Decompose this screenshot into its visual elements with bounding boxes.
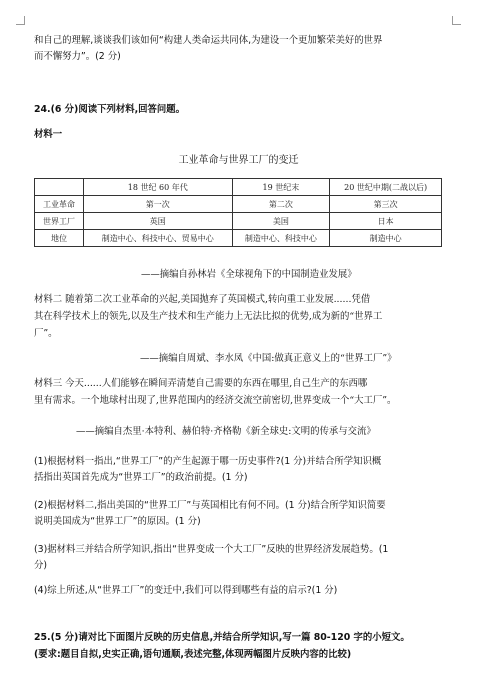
material-1-label: 材料一 (34, 129, 63, 140)
table-cell: 工业革命 (35, 196, 84, 213)
table-header-cell: 19 世纪末 (232, 179, 330, 196)
q24-sub-3-line-1: (3)据材料三并结合所学知识,指出“世界变成一个大工厂”反映的世界经济发展趋势。(1 (34, 544, 389, 555)
table-cell: 日本 (330, 213, 442, 230)
table-cell: 第一次 (84, 196, 233, 213)
table-cell: 世界工厂 (35, 213, 84, 230)
table-header-row (35, 179, 442, 196)
material-3-line-2: 里有需求。一个地球村出现了,世界范围内的经济交流空前密切,世界变成一个“大工厂”。 (34, 395, 397, 406)
q24-sub-4-line-1: (4)综上所述,从“世界工厂”的变迁中,我们可以得到哪些有益的启示?(1 分) (34, 585, 338, 596)
table-header-cell: 18 世纪 60 年代 (84, 179, 233, 196)
table-cell: 英国 (84, 213, 233, 230)
q24-sub-2-line-2: 说明美国成为“世界工厂”的原因。(1 分) (34, 516, 201, 527)
material-2-line-3: 厂”。 (34, 328, 58, 339)
table-cell: 美国 (232, 213, 330, 230)
q24-sub-2-line-1: (2)根据材料二,指出美国的“世界工厂”与英国相比有何不同。(1 分)结合所学知识简要 (34, 500, 386, 511)
material-2-line-1: 材料二 随着第二次工业革命的兴起,美国抛弃了英国模式,转向重工业发展......凭借 (34, 294, 371, 305)
crop-mark-top-left (16, 16, 25, 25)
q23-tail-line-1: 和自己的理解,谈谈我们该如何“构建人类命运共同体,为建设一个更加繁荣美好的世界 (34, 35, 383, 46)
table-cell: 第二次 (232, 196, 330, 213)
table-header-cell (35, 179, 84, 196)
q25-line-2: (要求:题目自拟,史实正确,语句通顺,表述完整,体现两幅图片反映内容的比较) (34, 649, 352, 660)
industrial-revolution-table (34, 178, 442, 247)
table-row (35, 213, 442, 230)
material-3-source: ——摘编自杰里·本特利、赫伯特·齐格勒《新全球史:文明的传承与交流》 (76, 426, 376, 437)
table-cell: 制造中心 (330, 230, 442, 247)
q24-sub-1-line-1: (1)根据材料一指出,“世界工厂”的产生起源于哪一历史事件?(1 分)并结合所学知识概 (34, 456, 382, 467)
table-cell: 地位 (35, 230, 84, 247)
crop-mark-top-right (452, 16, 461, 25)
table-header-cell: 20 世纪中期(二战以后) (330, 179, 442, 196)
material-1-source: ——摘编自孙林岩《全球视角下的中国制造业发展》 (141, 269, 357, 280)
table-row (35, 230, 442, 247)
table-cell: 第三次 (330, 196, 442, 213)
q24-sub-3-line-2: 分) (34, 560, 48, 571)
table-title: 工业革命与世界工厂的变迁 (178, 155, 299, 166)
material-2-source: ——摘编自周斌、李水凤《中国:做真正意义上的“世界工厂”》 (140, 353, 397, 364)
table-cell: 制造中心、科技中心 (232, 230, 330, 247)
table-row (35, 196, 442, 213)
q24-heading: 24.(6 分)阅读下列材料,回答问题。 (34, 104, 186, 115)
q25-line-1: 25.(5 分)请对比下面图片反映的历史信息,并结合所学知识,写一篇 80-120 字的小短文。 (34, 632, 410, 643)
table-cell: 制造中心、科技中心、贸易中心 (84, 230, 233, 247)
material-2-line-2: 其在科学技术上的领先,以及生产技术和生产能力上无法比拟的优势,成为新的“世界工 (34, 311, 383, 322)
q24-sub-1-line-2: 括指出英国首先成为“世界工厂”的政治前提。(1 分) (34, 472, 248, 483)
q23-tail-line-2: 而不懈努力”。(2 分) (34, 51, 121, 62)
material-3-line-1: 材料三 今天......人们能够在瞬间弄清楚自己需要的东西在哪里,自己生产的东西哪 (34, 378, 368, 389)
